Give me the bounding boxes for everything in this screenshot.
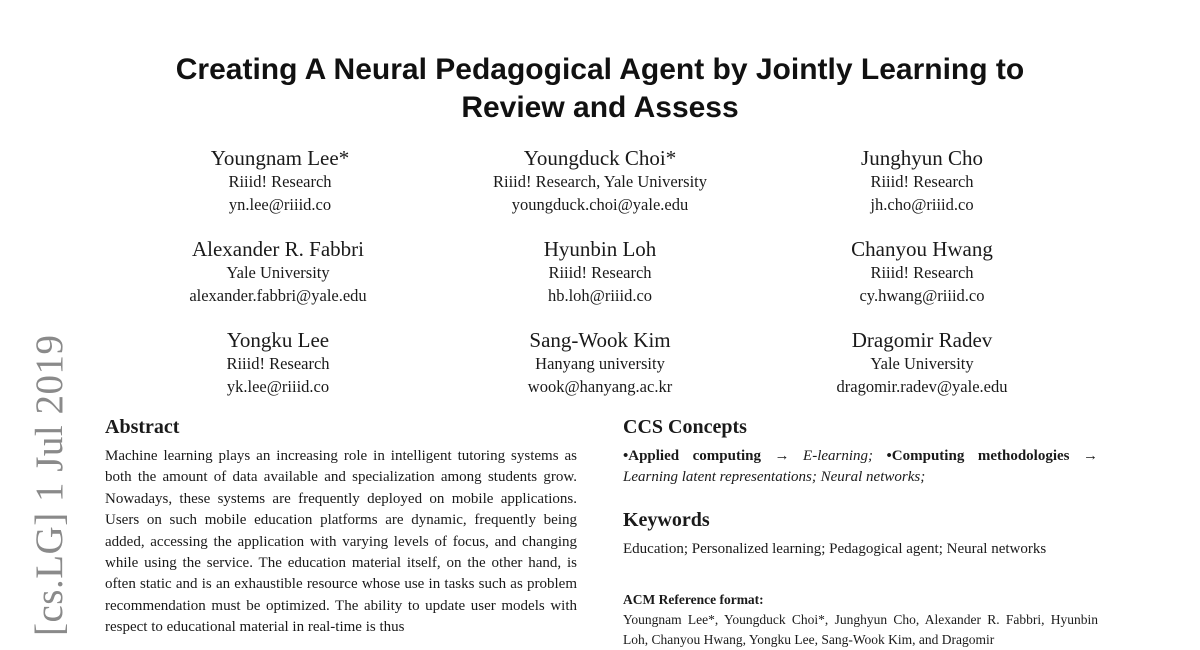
author-affiliation: Yale University <box>226 263 330 282</box>
arrow-icon: → <box>1083 448 1099 464</box>
author-affiliation: Riiid! Research <box>226 354 330 373</box>
ccs-concepts <box>623 446 1098 489</box>
author-name: Yongku Lee <box>226 328 330 352</box>
author-email: cy.hwang@riiid.co <box>859 286 985 305</box>
author-email: jh.cho@riiid.co <box>870 195 974 214</box>
author-block <box>450 328 750 398</box>
author-email: wook@hanyang.ac.kr <box>527 377 673 396</box>
ccs-subterm: E-learning; <box>803 448 874 464</box>
acm-reference-heading: ACM Reference format: <box>623 592 764 607</box>
author-block <box>772 237 1072 307</box>
arxiv-stamp: [cs.LG] 1 Jul 2019 <box>28 334 71 636</box>
acm-reference-text: Youngnam Lee*, Youngduck Choi*, Junghyun Cho, Alexander R. Fabbri, Hyunbin Loh, Chanyou Hwang, Yongku Lee, Sang-Wook Kim, and Dragomir <box>623 612 1098 647</box>
author-email: alexander.fabbri@yale.edu <box>189 286 367 305</box>
author-name: Junghyun Cho <box>861 146 983 170</box>
author-affiliation: Riiid! Research <box>870 263 974 282</box>
author-name: Dragomir Radev <box>851 328 993 352</box>
title-line-2: Review and Assess <box>461 91 739 124</box>
author-name: Youngduck Choi* <box>523 146 677 170</box>
ccs-heading: CCS Concepts <box>623 416 747 438</box>
author-block <box>450 146 750 216</box>
author-block <box>772 146 1072 216</box>
keywords-text: Education; Personalized learning; Pedagogical agent; Neural networks <box>623 541 1047 557</box>
author-name: Alexander R. Fabbri <box>191 237 365 261</box>
author-email: hb.loh@riiid.co <box>547 286 653 305</box>
abstract-text: Machine learning plays an increasing role in intelligent tutoring systems as both the amount of data available and specialization among students grow. Nowadays, these systems are frequently deployed on mobile applications. Users on such mobile education platforms are dynamic, frequently being added, accessing the application with varying levels of focus, and changing while using the service. The education material itself, on the other hand, is often static and is an exhaustible resource whose use in tasks such as problem recommendation must be optimized. The ability to update user models with respect to educational material in real-time is thus <box>105 448 577 636</box>
author-email: youngduck.choi@yale.edu <box>511 195 689 214</box>
abstract-heading: Abstract <box>105 416 180 438</box>
author-affiliation: Riiid! Research <box>870 172 974 191</box>
ccs-term: •Applied computing <box>623 448 761 464</box>
author-email: yk.lee@riiid.co <box>226 377 330 396</box>
author-name: Youngnam Lee* <box>210 146 350 170</box>
author-block <box>130 146 430 216</box>
author-block <box>450 237 750 307</box>
author-name: Hyunbin Loh <box>543 237 657 261</box>
ccs-subterm: Learning latent representations; Neural networks; <box>623 469 926 486</box>
arrow-icon: → <box>774 448 790 464</box>
author-affiliation: Riiid! Research, Yale University <box>492 172 707 191</box>
author-email: yn.lee@riiid.co <box>228 195 332 214</box>
author-block <box>128 328 428 398</box>
author-block <box>128 237 428 307</box>
author-name: Chanyou Hwang <box>851 237 993 261</box>
author-email: dragomir.radev@yale.edu <box>836 377 1008 396</box>
title-line-1: Creating A Neural Pedagogical Agent by Jointly Learning to <box>175 53 1025 86</box>
author-affiliation: Riiid! Research <box>548 263 652 282</box>
author-name: Sang-Wook Kim <box>529 328 671 352</box>
paper-title <box>100 51 1100 127</box>
keywords-heading: Keywords <box>623 509 710 531</box>
author-affiliation: Hanyang university <box>535 354 665 373</box>
author-affiliation: Yale University <box>870 354 974 373</box>
author-affiliation: Riiid! Research <box>228 172 332 191</box>
author-block <box>772 328 1072 398</box>
ccs-term: •Computing methodologies <box>886 448 1070 464</box>
